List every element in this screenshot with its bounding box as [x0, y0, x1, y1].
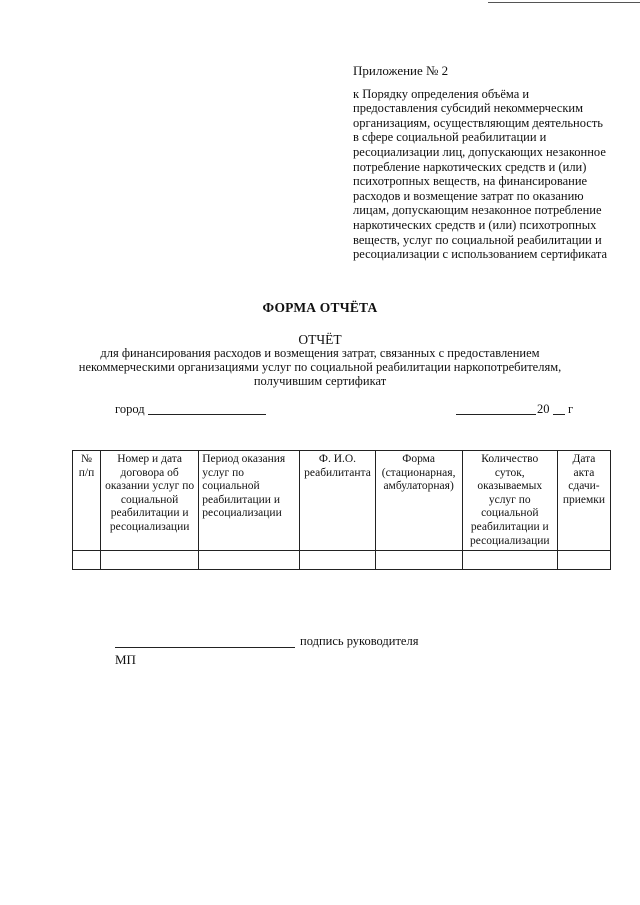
report-subtitle: [60, 346, 580, 388]
appendix-line: ресоциализации с использованием сертификата: [353, 247, 608, 262]
appendix-line: лицам, допускающим незаконное потребление: [353, 203, 602, 218]
table-cell[interactable]: [300, 551, 375, 570]
appendix-line: наркотических средств и (или) психотропных: [353, 217, 597, 232]
signature-block: [115, 634, 535, 674]
stamp-label: МП: [115, 652, 136, 667]
report-subtitle-line: для финансирования расходов и возмещения затрат, связанных с предоставлением: [100, 346, 540, 360]
table-header-cell: Количество суток, оказываемых услуг по социальной реабилитации и ресоциализации: [462, 451, 557, 551]
signature-blank-field[interactable]: [115, 647, 295, 648]
table-cell[interactable]: [101, 551, 199, 570]
appendix-line: расходов и возмещение затрат по оказанию: [353, 188, 584, 203]
table-header-cell: Период оказания услуг по социальной реабилитации и ресоциализации: [199, 451, 300, 551]
report-subtitle-line: получившим сертификат: [253, 374, 387, 388]
report-subtitle-line: некоммерческими организациями услуг по социальной реабилитации наркопотребителям,: [78, 360, 562, 374]
year-blank-field[interactable]: [553, 414, 565, 415]
city-blank-field[interactable]: [148, 414, 266, 415]
year-prefix: 20: [537, 402, 550, 416]
table-header-cell: Форма (стационарная, амбулаторная): [375, 451, 462, 551]
top-corner-rule: [488, 2, 640, 3]
table-cell[interactable]: [199, 551, 300, 570]
appendix-line: потребление наркотических средств и (или): [353, 159, 587, 174]
table-header-cell: Номер и дата договора об оказании услуг по социальной реабилитации и ресоциализации: [101, 451, 199, 551]
appendix-line: веществ, услуг по социальной реабилитации и: [353, 232, 602, 247]
city-date-row: [115, 402, 575, 418]
signature-label: подпись руководителя: [300, 634, 419, 648]
date-blank-field[interactable]: [456, 414, 536, 415]
table-header-cell: Дата акта сдачи-приемки: [557, 451, 610, 551]
appendix-line: предоставления субсидий некоммерческим: [353, 101, 584, 116]
appendix-line: организациям, осуществляющим деятельность: [353, 115, 603, 130]
appendix-line: ресоциализации лиц, допускающих незаконное: [353, 144, 606, 159]
table-cell[interactable]: [462, 551, 557, 570]
appendix-block: [353, 64, 623, 262]
table-cell[interactable]: [375, 551, 462, 570]
table-cell[interactable]: [73, 551, 101, 570]
city-label: город: [115, 402, 145, 416]
table-header-row: [73, 451, 611, 551]
appendix-title: Приложение № 2: [353, 63, 449, 78]
report-table: [72, 450, 611, 570]
appendix-line: психотропных веществ, на финансирование: [353, 174, 588, 189]
table-header-cell: Ф. И.О. реабилитанта: [300, 451, 375, 551]
report-title: ОТЧЁТ: [298, 332, 342, 347]
table-cell[interactable]: [557, 551, 610, 570]
appendix-line: к Порядку определения объёма и: [353, 86, 530, 101]
appendix-line: в сфере социальной реабилитации и: [353, 130, 547, 145]
form-title: ФОРМА ОТЧЁТА: [262, 300, 378, 315]
table-header-cell: № п/п: [73, 451, 101, 551]
table-row: [73, 551, 611, 570]
year-suffix: г: [568, 402, 574, 416]
